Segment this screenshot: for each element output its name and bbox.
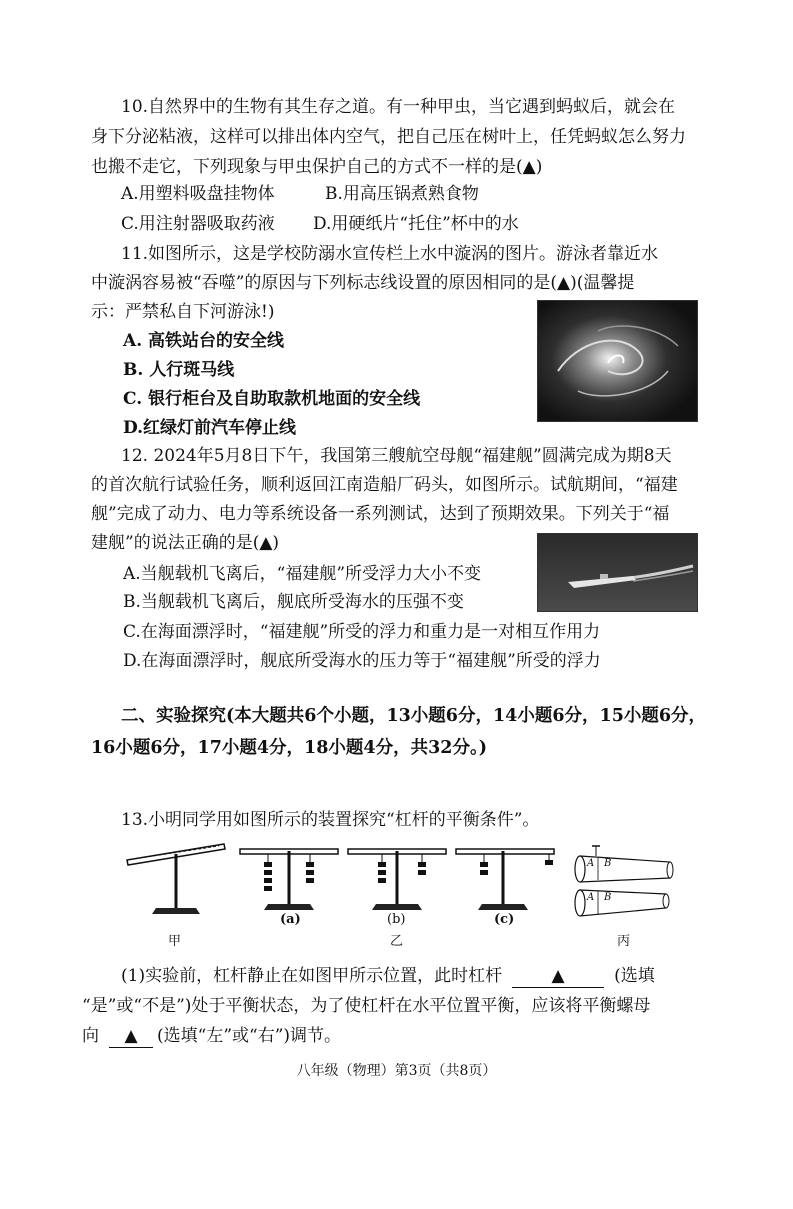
q13-part1-text-c: 向 (82, 1026, 99, 1046)
q13-stem: 13.小明同学用如图所示的装置探究“杠杆的平衡条件”。 (121, 810, 540, 830)
q11-option-a: A. 高铁站台的安全线 (123, 331, 285, 351)
cylinder-label-a-bottom: A (587, 892, 595, 903)
q10-line-3: 也搬不走它，下列现象与甲虫保护自己的方式不一样的是(▲) (91, 157, 543, 177)
q11-line-2: 中漩涡容易被“吞噬”的原因与下列标志线设置的原因相同的是(▲)(温馨提 (91, 273, 635, 293)
answer-blank-2[interactable]: ▲ (109, 1025, 153, 1048)
q12-line-4: 建舰”的说法正确的是(▲) (91, 533, 280, 553)
figure-label-c: (c) (494, 912, 515, 927)
q11-option-b: B. 人行斑马线 (123, 360, 235, 380)
q13-part1-text-d: (选填“左”或“右”)调节。 (157, 1026, 342, 1046)
q13-part1-line-2: “是”或“不是”)处于平衡状态，为了使杠杆在水平位置平衡，应该将平衡螺母 (82, 996, 651, 1016)
lever-figure-yi-c (454, 840, 558, 912)
answer-blank-1[interactable]: ▲ (512, 965, 604, 988)
q10-option-b: B.用高压锅煮熟食物 (325, 184, 479, 204)
q12-option-a: A.当舰载机飞离后，“福建舰”所受浮力大小不变 (123, 564, 482, 584)
q12-option-b: B.当舰载机飞离后，舰底所受海水的压强不变 (123, 592, 464, 612)
section2-heading-line-2: 16小题6分，17小题4分，18小题4分，共32分。) (91, 738, 487, 758)
q13-part1-line-1 (121, 965, 655, 988)
q12-line-3: 舰”完成了动力、电力等系统设备一系列测试，达到了预期效果。下列关于“福 (91, 504, 670, 524)
q10-option-a: A.用塑料吸盘挂物体 (121, 184, 275, 204)
whirlpool-photo (537, 300, 698, 422)
q13-part1-text-a: (1)实验前，杠杆静止在如图甲所示位置，此时杠杆 (121, 966, 503, 986)
lever-figure-yi-b (346, 840, 448, 912)
lever-figure-yi-a (238, 840, 340, 912)
page-footer: 八年级（物理）第3页（共8页） (296, 1063, 497, 1079)
carrier-photo (537, 533, 698, 612)
q10-line-2: 身下分泌粘液，这样可以排出体内空气，把自己压在树叶上，任凭蚂蚁怎么努力 (91, 127, 686, 147)
q12-line-2: 的首次航行试验任务，顺利返回江南造船厂码头，如图所示。试航期间，“福建 (91, 475, 678, 495)
figure-label-a: (a) (280, 912, 301, 927)
lever-figure-jia (124, 838, 229, 918)
figure-label-yi: 乙 (390, 934, 404, 949)
q10-line-1: 10.自然界中的生物有其生存之道。有一种甲虫，当它遇到蚂蚁后，就会在 (121, 97, 676, 117)
q12-option-c: C.在海面漂浮时，“福建舰”所受的浮力和重力是一对相互作用力 (123, 622, 601, 642)
q11-option-c: C. 银行柜台及自助取款机地面的安全线 (123, 389, 421, 409)
figure-label-b: (b) (387, 912, 406, 927)
q12-option-d: D.在海面漂浮时，舰底所受海水的压力等于“福建舰”所受的浮力 (123, 651, 601, 671)
q11-line-3: 示：严禁私自下河游泳!) (91, 302, 275, 322)
cylinder-figure-bing (570, 842, 682, 922)
q13-part1-line-3 (82, 1025, 341, 1048)
figure-label-jia: 甲 (168, 934, 182, 949)
q11-option-d: D.红绿灯前汽车停止线 (123, 418, 297, 438)
cylinder-label-b-top: B (604, 858, 612, 869)
q12-line-1: 12. 2024年5月8日下午，我国第三艘航空母舰“福建舰”圆满完成为期8天 (121, 446, 672, 466)
q10-option-c: C.用注射器吸取药液 (121, 214, 275, 234)
q11-line-1: 11.如图所示，这是学校防溺水宣传栏上水中漩涡的图片。游泳者靠近水 (121, 244, 659, 264)
cylinder-label-a-top: A (587, 858, 595, 869)
cylinder-label-b-bottom: B (604, 892, 612, 903)
q10-option-d: D.用硬纸片“托住”杯中的水 (313, 214, 519, 234)
q13-part1-text-b: (选填 (614, 966, 655, 986)
section2-heading-line-1: 二、实验探究(本大题共6个小题，13小题6分，14小题6分，15小题6分， (121, 706, 707, 726)
figure-label-bing: 丙 (617, 934, 631, 949)
